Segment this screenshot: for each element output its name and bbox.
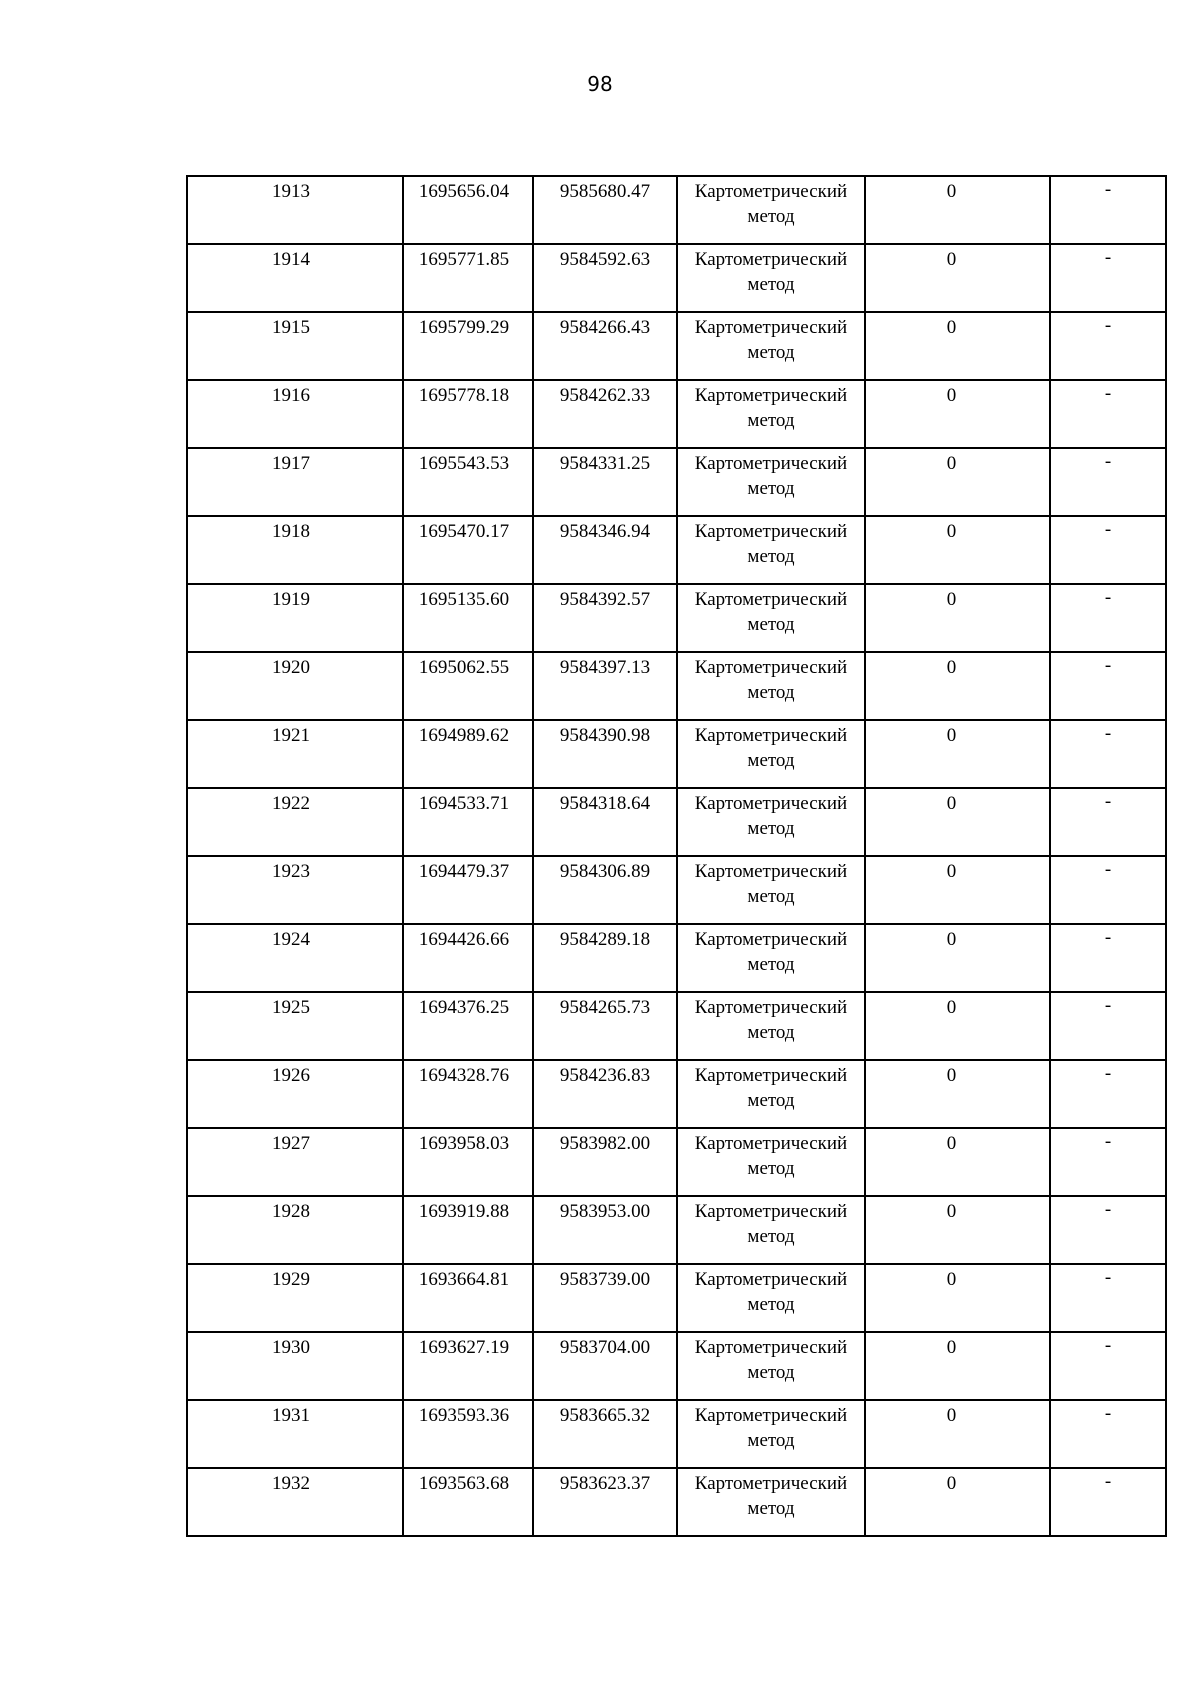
x-coordinate-cell bbox=[403, 1400, 533, 1468]
y-coordinate-cell-text: 9584266.43 bbox=[559, 317, 651, 338]
y-coordinate-cell bbox=[533, 584, 677, 652]
y-coordinate-cell bbox=[533, 1196, 677, 1264]
table-body bbox=[187, 176, 1166, 1536]
table-row bbox=[187, 992, 1166, 1060]
x-coordinate-cell bbox=[403, 312, 533, 380]
y-coordinate-cell bbox=[533, 720, 677, 788]
description-cell-text: - bbox=[1104, 1199, 1112, 1220]
point-number-cell-text: 1915 bbox=[272, 317, 310, 338]
table-row bbox=[187, 652, 1166, 720]
description-cell-text: - bbox=[1104, 1131, 1112, 1152]
method-cell bbox=[677, 992, 865, 1060]
accuracy-cell bbox=[865, 720, 1050, 788]
point-number-cell-text: 1924 bbox=[272, 929, 310, 950]
point-number-cell bbox=[187, 720, 403, 788]
description-cell bbox=[1050, 516, 1166, 584]
accuracy-cell-text: 0 bbox=[946, 1473, 957, 1494]
x-coordinate-cell bbox=[403, 924, 533, 992]
table-row bbox=[187, 1332, 1166, 1400]
method-cell bbox=[677, 176, 865, 244]
y-coordinate-cell-text: 9584318.64 bbox=[559, 793, 651, 814]
accuracy-cell bbox=[865, 312, 1050, 380]
x-coordinate-cell bbox=[403, 1264, 533, 1332]
accuracy-cell bbox=[865, 1060, 1050, 1128]
point-number-cell bbox=[187, 1400, 403, 1468]
x-coordinate-cell-text: 1693919.88 bbox=[418, 1201, 510, 1222]
accuracy-cell bbox=[865, 448, 1050, 516]
y-coordinate-cell bbox=[533, 992, 677, 1060]
description-cell bbox=[1050, 380, 1166, 448]
point-number-cell bbox=[187, 244, 403, 312]
description-cell-text: - bbox=[1104, 1335, 1112, 1356]
x-coordinate-cell bbox=[403, 176, 533, 244]
y-coordinate-cell bbox=[533, 244, 677, 312]
accuracy-cell-text: 0 bbox=[946, 997, 957, 1018]
accuracy-cell bbox=[865, 1332, 1050, 1400]
description-cell bbox=[1050, 176, 1166, 244]
x-coordinate-cell-text: 1695799.29 bbox=[418, 317, 510, 338]
point-number-cell bbox=[187, 312, 403, 380]
x-coordinate-cell-text: 1694479.37 bbox=[418, 861, 510, 882]
table-row bbox=[187, 244, 1166, 312]
method-cell-text: Картометрический метод bbox=[694, 1065, 848, 1111]
x-coordinate-cell-text: 1695470.17 bbox=[418, 521, 510, 542]
method-cell bbox=[677, 1060, 865, 1128]
accuracy-cell bbox=[865, 1196, 1050, 1264]
x-coordinate-cell-text: 1695135.60 bbox=[418, 589, 510, 610]
method-cell bbox=[677, 312, 865, 380]
method-cell-text: Картометрический метод bbox=[694, 317, 848, 363]
point-number-cell bbox=[187, 1332, 403, 1400]
x-coordinate-cell-text: 1695543.53 bbox=[418, 453, 510, 474]
method-cell bbox=[677, 856, 865, 924]
page-number: 98 bbox=[587, 72, 613, 96]
y-coordinate-cell bbox=[533, 516, 677, 584]
accuracy-cell bbox=[865, 992, 1050, 1060]
accuracy-cell-text: 0 bbox=[946, 725, 957, 746]
x-coordinate-cell bbox=[403, 1332, 533, 1400]
method-cell-text: Картометрический метод bbox=[694, 1201, 848, 1247]
accuracy-cell-text: 0 bbox=[946, 793, 957, 814]
accuracy-cell-text: 0 bbox=[946, 1065, 957, 1086]
accuracy-cell-text: 0 bbox=[946, 181, 957, 202]
y-coordinate-cell-text: 9583739.00 bbox=[559, 1269, 651, 1290]
x-coordinate-cell bbox=[403, 380, 533, 448]
table-row bbox=[187, 856, 1166, 924]
table-row bbox=[187, 788, 1166, 856]
y-coordinate-cell-text: 9584592.63 bbox=[559, 249, 651, 270]
table-row bbox=[187, 1400, 1166, 1468]
y-coordinate-cell-text: 9584331.25 bbox=[559, 453, 651, 474]
y-coordinate-cell-text: 9583704.00 bbox=[559, 1337, 651, 1358]
accuracy-cell bbox=[865, 788, 1050, 856]
y-coordinate-cell bbox=[533, 1128, 677, 1196]
point-number-cell bbox=[187, 788, 403, 856]
table-row bbox=[187, 1468, 1166, 1536]
x-coordinate-cell bbox=[403, 448, 533, 516]
table-row bbox=[187, 584, 1166, 652]
table-row bbox=[187, 924, 1166, 992]
description-cell bbox=[1050, 1468, 1166, 1536]
method-cell-text: Картометрический метод bbox=[694, 1337, 848, 1383]
method-cell bbox=[677, 1128, 865, 1196]
accuracy-cell bbox=[865, 380, 1050, 448]
method-cell-text: Картометрический метод bbox=[694, 1473, 848, 1519]
x-coordinate-cell-text: 1693593.36 bbox=[418, 1405, 510, 1426]
y-coordinate-cell-text: 9583623.37 bbox=[559, 1473, 651, 1494]
accuracy-cell bbox=[865, 584, 1050, 652]
x-coordinate-cell-text: 1695656.04 bbox=[418, 181, 510, 202]
x-coordinate-cell-text: 1694533.71 bbox=[418, 793, 510, 814]
accuracy-cell bbox=[865, 652, 1050, 720]
point-number-cell bbox=[187, 1468, 403, 1536]
accuracy-cell bbox=[865, 856, 1050, 924]
point-number-cell-text: 1918 bbox=[272, 521, 310, 542]
description-cell-text: - bbox=[1104, 723, 1112, 744]
accuracy-cell-text: 0 bbox=[946, 589, 957, 610]
point-number-cell-text: 1925 bbox=[272, 997, 310, 1018]
method-cell bbox=[677, 1332, 865, 1400]
description-cell bbox=[1050, 1264, 1166, 1332]
x-coordinate-cell-text: 1695062.55 bbox=[418, 657, 510, 678]
point-number-cell-text: 1932 bbox=[272, 1473, 310, 1494]
table-row bbox=[187, 380, 1166, 448]
method-cell-text: Картометрический метод bbox=[694, 725, 848, 771]
description-cell-text: - bbox=[1104, 655, 1112, 676]
method-cell-text: Картометрический метод bbox=[694, 657, 848, 703]
table-row bbox=[187, 1264, 1166, 1332]
description-cell-text: - bbox=[1104, 995, 1112, 1016]
description-cell bbox=[1050, 924, 1166, 992]
x-coordinate-cell-text: 1693664.81 bbox=[418, 1269, 510, 1290]
x-coordinate-cell-text: 1693563.68 bbox=[418, 1473, 510, 1494]
y-coordinate-cell-text: 9583953.00 bbox=[559, 1201, 651, 1222]
x-coordinate-cell-text: 1695778.18 bbox=[418, 385, 510, 406]
accuracy-cell bbox=[865, 1468, 1050, 1536]
x-coordinate-cell-text: 1694376.25 bbox=[418, 997, 510, 1018]
point-number-cell-text: 1930 bbox=[272, 1337, 310, 1358]
coordinates-table bbox=[186, 175, 1167, 1537]
y-coordinate-cell-text: 9583665.32 bbox=[559, 1405, 651, 1426]
point-number-cell-text: 1927 bbox=[272, 1133, 310, 1154]
point-number-cell-text: 1920 bbox=[272, 657, 310, 678]
description-cell bbox=[1050, 1196, 1166, 1264]
method-cell bbox=[677, 584, 865, 652]
x-coordinate-cell-text: 1693958.03 bbox=[418, 1133, 510, 1154]
table-row bbox=[187, 516, 1166, 584]
x-coordinate-cell bbox=[403, 652, 533, 720]
y-coordinate-cell-text: 9584397.13 bbox=[559, 657, 651, 678]
description-cell-text: - bbox=[1104, 451, 1112, 472]
method-cell-text: Картометрический метод bbox=[694, 861, 848, 907]
description-cell bbox=[1050, 652, 1166, 720]
accuracy-cell-text: 0 bbox=[946, 453, 957, 474]
x-coordinate-cell-text: 1694989.62 bbox=[418, 725, 510, 746]
description-cell-text: - bbox=[1104, 247, 1112, 268]
method-cell-text: Картометрический метод bbox=[694, 1133, 848, 1179]
y-coordinate-cell bbox=[533, 1468, 677, 1536]
y-coordinate-cell bbox=[533, 1264, 677, 1332]
method-cell-text: Картометрический метод bbox=[694, 929, 848, 975]
description-cell-text: - bbox=[1104, 1267, 1112, 1288]
method-cell-text: Картометрический метод bbox=[694, 385, 848, 431]
description-cell bbox=[1050, 1128, 1166, 1196]
description-cell-text: - bbox=[1104, 791, 1112, 812]
y-coordinate-cell bbox=[533, 312, 677, 380]
accuracy-cell-text: 0 bbox=[946, 1201, 957, 1222]
description-cell bbox=[1050, 720, 1166, 788]
table-row bbox=[187, 176, 1166, 244]
accuracy-cell bbox=[865, 1400, 1050, 1468]
point-number-cell-text: 1919 bbox=[272, 589, 310, 610]
point-number-cell bbox=[187, 856, 403, 924]
point-number-cell-text: 1929 bbox=[272, 1269, 310, 1290]
table-row bbox=[187, 448, 1166, 516]
point-number-cell-text: 1923 bbox=[272, 861, 310, 882]
accuracy-cell-text: 0 bbox=[946, 521, 957, 542]
x-coordinate-cell bbox=[403, 584, 533, 652]
point-number-cell bbox=[187, 584, 403, 652]
description-cell bbox=[1050, 244, 1166, 312]
y-coordinate-cell-text: 9584262.33 bbox=[559, 385, 651, 406]
method-cell bbox=[677, 788, 865, 856]
description-cell bbox=[1050, 584, 1166, 652]
x-coordinate-cell bbox=[403, 788, 533, 856]
y-coordinate-cell-text: 9583982.00 bbox=[559, 1133, 651, 1154]
accuracy-cell-text: 0 bbox=[946, 317, 957, 338]
point-number-cell bbox=[187, 992, 403, 1060]
y-coordinate-cell-text: 9584392.57 bbox=[559, 589, 651, 610]
point-number-cell bbox=[187, 1128, 403, 1196]
method-cell-text: Картометрический метод bbox=[694, 453, 848, 499]
point-number-cell bbox=[187, 448, 403, 516]
y-coordinate-cell bbox=[533, 1332, 677, 1400]
point-number-cell bbox=[187, 1264, 403, 1332]
method-cell bbox=[677, 924, 865, 992]
accuracy-cell-text: 0 bbox=[946, 1269, 957, 1290]
description-cell-text: - bbox=[1104, 587, 1112, 608]
point-number-cell-text: 1916 bbox=[272, 385, 310, 406]
description-cell bbox=[1050, 1332, 1166, 1400]
description-cell-text: - bbox=[1104, 859, 1112, 880]
x-coordinate-cell bbox=[403, 244, 533, 312]
description-cell bbox=[1050, 992, 1166, 1060]
description-cell bbox=[1050, 1400, 1166, 1468]
table-row bbox=[187, 720, 1166, 788]
y-coordinate-cell bbox=[533, 856, 677, 924]
y-coordinate-cell bbox=[533, 1400, 677, 1468]
point-number-cell-text: 1913 bbox=[272, 181, 310, 202]
method-cell-text: Картометрический метод bbox=[694, 249, 848, 295]
accuracy-cell-text: 0 bbox=[946, 861, 957, 882]
y-coordinate-cell bbox=[533, 176, 677, 244]
accuracy-cell-text: 0 bbox=[946, 657, 957, 678]
point-number-cell-text: 1922 bbox=[272, 793, 310, 814]
description-cell bbox=[1050, 856, 1166, 924]
accuracy-cell-text: 0 bbox=[946, 1405, 957, 1426]
y-coordinate-cell bbox=[533, 652, 677, 720]
x-coordinate-cell-text: 1693627.19 bbox=[418, 1337, 510, 1358]
x-coordinate-cell bbox=[403, 992, 533, 1060]
y-coordinate-cell bbox=[533, 448, 677, 516]
y-coordinate-cell bbox=[533, 924, 677, 992]
method-cell bbox=[677, 448, 865, 516]
x-coordinate-cell-text: 1694328.76 bbox=[418, 1065, 510, 1086]
x-coordinate-cell-text: 1695771.85 bbox=[418, 249, 510, 270]
accuracy-cell bbox=[865, 1128, 1050, 1196]
y-coordinate-cell-text: 9584346.94 bbox=[559, 521, 651, 542]
x-coordinate-cell bbox=[403, 1468, 533, 1536]
method-cell bbox=[677, 652, 865, 720]
table-row bbox=[187, 312, 1166, 380]
accuracy-cell-text: 0 bbox=[946, 1133, 957, 1154]
accuracy-cell-text: 0 bbox=[946, 1337, 957, 1358]
method-cell bbox=[677, 516, 865, 584]
description-cell-text: - bbox=[1104, 519, 1112, 540]
description-cell-text: - bbox=[1104, 179, 1112, 200]
point-number-cell bbox=[187, 380, 403, 448]
point-number-cell-text: 1914 bbox=[272, 249, 310, 270]
accuracy-cell-text: 0 bbox=[946, 249, 957, 270]
point-number-cell-text: 1917 bbox=[272, 453, 310, 474]
point-number-cell bbox=[187, 1196, 403, 1264]
description-cell bbox=[1050, 1060, 1166, 1128]
point-number-cell bbox=[187, 516, 403, 584]
method-cell bbox=[677, 244, 865, 312]
accuracy-cell-text: 0 bbox=[946, 929, 957, 950]
x-coordinate-cell bbox=[403, 720, 533, 788]
accuracy-cell-text: 0 bbox=[946, 385, 957, 406]
accuracy-cell bbox=[865, 176, 1050, 244]
method-cell-text: Картометрический метод bbox=[694, 793, 848, 839]
point-number-cell-text: 1921 bbox=[272, 725, 310, 746]
method-cell bbox=[677, 1468, 865, 1536]
y-coordinate-cell bbox=[533, 1060, 677, 1128]
y-coordinate-cell-text: 9584289.18 bbox=[559, 929, 651, 950]
point-number-cell-text: 1931 bbox=[272, 1405, 310, 1426]
x-coordinate-cell bbox=[403, 1128, 533, 1196]
method-cell-text: Картометрический метод bbox=[694, 1405, 848, 1451]
method-cell bbox=[677, 1196, 865, 1264]
description-cell-text: - bbox=[1104, 1063, 1112, 1084]
description-cell bbox=[1050, 788, 1166, 856]
y-coordinate-cell-text: 9585680.47 bbox=[559, 181, 651, 202]
y-coordinate-cell-text: 9584390.98 bbox=[559, 725, 651, 746]
accuracy-cell bbox=[865, 1264, 1050, 1332]
method-cell-text: Картометрический метод bbox=[694, 997, 848, 1043]
y-coordinate-cell-text: 9584265.73 bbox=[559, 997, 651, 1018]
method-cell bbox=[677, 720, 865, 788]
x-coordinate-cell-text: 1694426.66 bbox=[418, 929, 510, 950]
table-row bbox=[187, 1196, 1166, 1264]
method-cell-text: Картометрический метод bbox=[694, 181, 848, 227]
point-number-cell bbox=[187, 176, 403, 244]
description-cell-text: - bbox=[1104, 1403, 1112, 1424]
y-coordinate-cell bbox=[533, 788, 677, 856]
method-cell-text: Картометрический метод bbox=[694, 1269, 848, 1315]
table-row bbox=[187, 1060, 1166, 1128]
description-cell-text: - bbox=[1104, 315, 1112, 336]
table-row bbox=[187, 1128, 1166, 1196]
method-cell-text: Картометрический метод bbox=[694, 589, 848, 635]
accuracy-cell bbox=[865, 244, 1050, 312]
description-cell-text: - bbox=[1104, 1471, 1112, 1492]
point-number-cell-text: 1928 bbox=[272, 1201, 310, 1222]
method-cell bbox=[677, 380, 865, 448]
x-coordinate-cell bbox=[403, 856, 533, 924]
method-cell bbox=[677, 1264, 865, 1332]
accuracy-cell bbox=[865, 924, 1050, 992]
point-number-cell-text: 1926 bbox=[272, 1065, 310, 1086]
description-cell-text: - bbox=[1104, 927, 1112, 948]
point-number-cell bbox=[187, 924, 403, 992]
x-coordinate-cell bbox=[403, 516, 533, 584]
y-coordinate-cell bbox=[533, 380, 677, 448]
description-cell bbox=[1050, 312, 1166, 380]
description-cell bbox=[1050, 448, 1166, 516]
method-cell bbox=[677, 1400, 865, 1468]
description-cell-text: - bbox=[1104, 383, 1112, 404]
y-coordinate-cell-text: 9584236.83 bbox=[559, 1065, 651, 1086]
method-cell-text: Картометрический метод bbox=[694, 521, 848, 567]
point-number-cell bbox=[187, 1060, 403, 1128]
point-number-cell bbox=[187, 652, 403, 720]
accuracy-cell bbox=[865, 516, 1050, 584]
x-coordinate-cell bbox=[403, 1196, 533, 1264]
y-coordinate-cell-text: 9584306.89 bbox=[559, 861, 651, 882]
x-coordinate-cell bbox=[403, 1060, 533, 1128]
